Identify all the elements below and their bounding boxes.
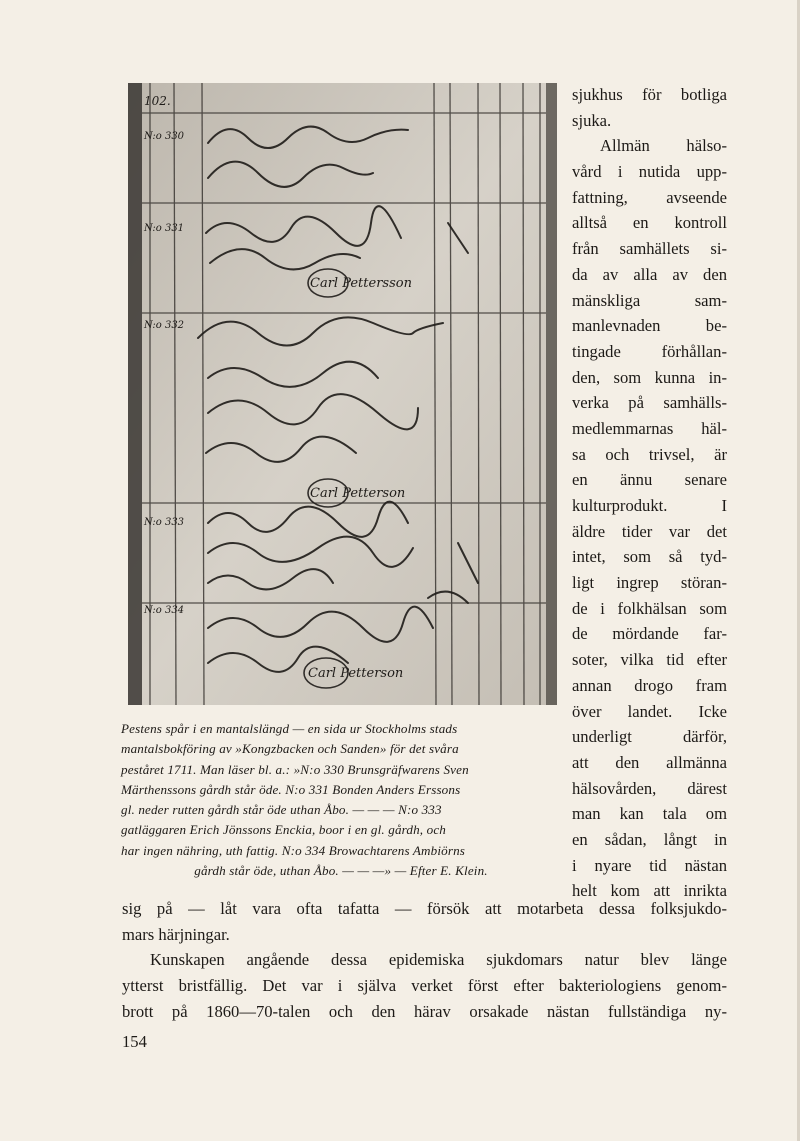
figure-caption — [121, 719, 561, 881]
column-line: de i folkhälsan som — [572, 598, 727, 618]
caption-line: Pestens spår i en mantalslängd — en sida ur Stockholms stads — [121, 721, 458, 736]
caption-line: mantalsbokföring av »Kongzbacken och Sanden» för det svåra — [121, 741, 459, 757]
column-line: annan drogo fram — [572, 675, 727, 695]
column-line: en ännu senare — [572, 470, 727, 490]
ms-name-1: Carl Pettersson — [310, 276, 412, 291]
ms-name-3: Carl Petterson — [308, 666, 404, 681]
manuscript-photo — [128, 83, 557, 705]
column-line: sjuka. — [572, 110, 612, 130]
column-line: man kan tala om — [572, 804, 727, 824]
body-line: brott på 1860—70-talen och den härav orsakade nästan fullständiga ny- — [122, 1001, 727, 1021]
caption-line: Märthenssons gårdh står öde. N:o 331 Bonden Anders Erssons — [121, 781, 461, 797]
column-line: fattning, avseende — [572, 187, 727, 207]
column-line: att den allmänna — [572, 752, 727, 772]
ms-label-page: 102. — [144, 94, 171, 108]
body-line: mars härjningar. — [122, 924, 230, 944]
column-line: Allmän hälso- — [600, 136, 727, 156]
column-line: kulturprodukt. I — [572, 496, 727, 515]
column-line: ligt ingrep störan- — [572, 573, 727, 593]
caption-line: gl. neder rutten gårdh står öde uthan Åbo. — — — N:o 333 — [121, 802, 442, 818]
body-line: sig på — låt vara ofta tafatta — försök att motarbeta dessa folksjukdo- — [122, 899, 727, 918]
caption-line: gatläggaren Erich Jönssons Enckia, boor i en gl. gårdh, och — [121, 822, 447, 838]
ms-label-333: N:o 333 — [144, 517, 185, 528]
body-line: Kunskapen angående dessa epidemiska sjukdomars natur blev länge — [150, 950, 727, 970]
ms-name-2: Carl Petterson — [310, 486, 406, 501]
column-line: da av alla av den — [572, 264, 727, 284]
column-line: i nyare tid nästan — [572, 855, 727, 875]
ms-label-331: N:o 331 — [144, 223, 185, 234]
column-line: tingade förhållan- — [572, 341, 727, 361]
column-line: intet, som så tyd- — [572, 547, 727, 567]
column-line: från samhällets si- — [572, 239, 727, 259]
caption-line: gårdh står öde, uthan Åbo. — — —» — Efter E. Klein. — [194, 863, 488, 879]
column-line: mänskliga sam- — [572, 290, 727, 310]
column-line: över landet. Icke — [572, 701, 727, 721]
ms-label-334: N:o 334 — [144, 605, 185, 616]
column-line: helt kom att inrikta — [572, 881, 727, 901]
column-line: sa och trivsel, är — [572, 444, 727, 464]
column-line: äldre tider var det — [572, 521, 727, 541]
column-line: sjukhus för botliga — [572, 85, 727, 104]
column-line: vård i nutida upp- — [572, 162, 727, 182]
column-line: underligt därför, — [572, 727, 727, 747]
body-line: ytterst bristfällig. Det var i själva verket först efter bakteriologiens genom- — [122, 976, 727, 996]
column-line: en sådan, långt in — [572, 829, 727, 849]
body-text — [122, 896, 727, 1024]
manuscript-image — [128, 83, 557, 705]
column-line: soter, vilka tid efter — [572, 650, 727, 670]
column-line: hälsovården, därest — [572, 778, 727, 798]
caption-line: har ingen nähring, uth fattig. N:o 334 Browachtarens Ambiörns — [121, 842, 466, 858]
column-line: verka på samhälls- — [572, 393, 727, 413]
column-line: alltså en kontroll — [572, 213, 727, 233]
ms-label-332: N:o 332 — [144, 320, 185, 331]
column-line: de mördande far- — [572, 624, 727, 644]
caption-line: peståret 1711. Man läser bl. a.: »N:o 330 Brunsgräfwarens Sven — [121, 761, 469, 777]
page-number: 154 — [122, 1032, 147, 1051]
side-column-text — [572, 82, 727, 904]
column-line: manlevnaden be- — [572, 316, 727, 336]
column-line: medlemmarnas häl- — [572, 418, 727, 438]
column-line: den, som kunna in- — [572, 367, 727, 387]
ms-label-330: N:o 330 — [144, 131, 185, 142]
